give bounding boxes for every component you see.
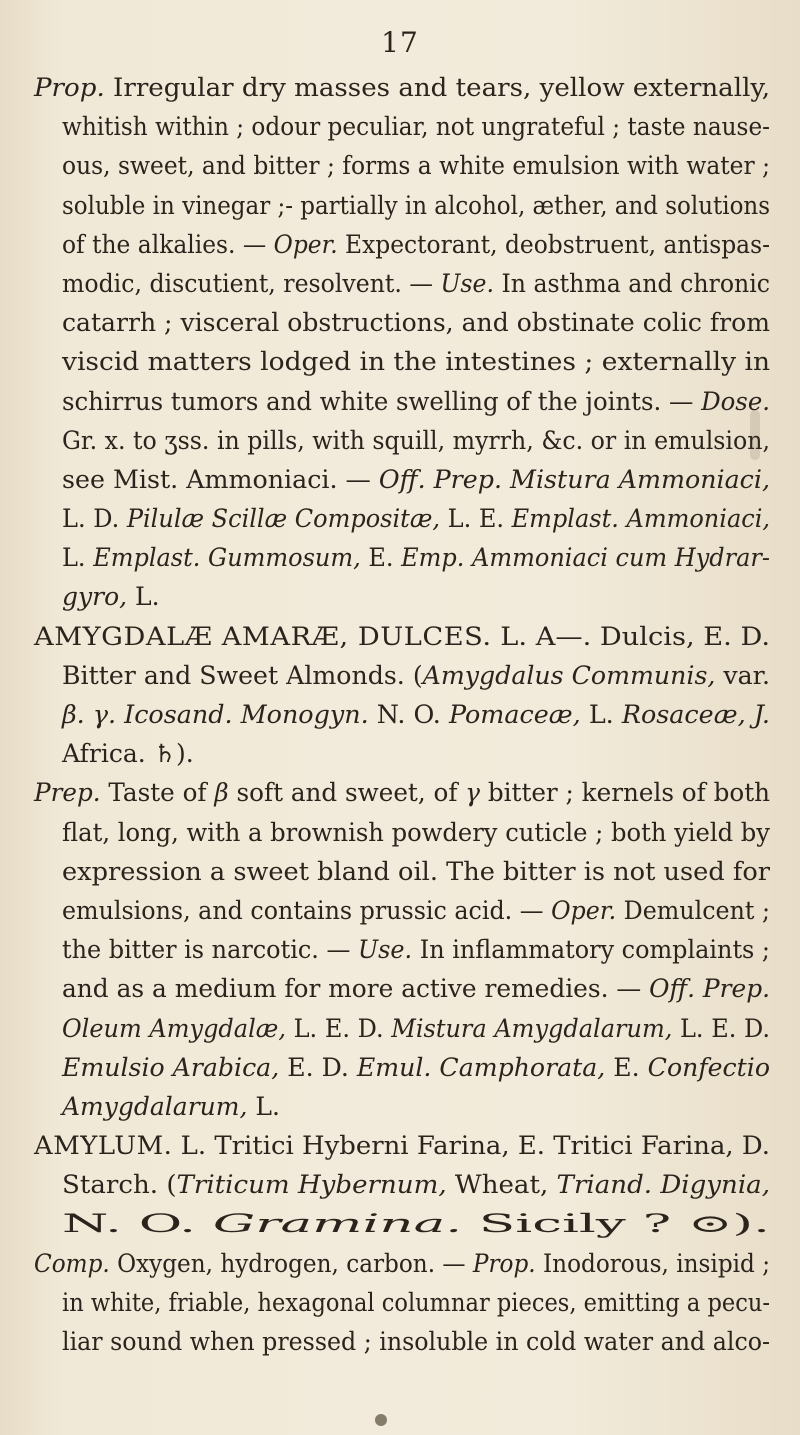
text-line: AMYLUM. L. Tritici Hyberni Farina, E. Tritici Farina, D.: [34, 1131, 770, 1161]
text-line: modic, discutient, resolvent. — Use. In asthma and chronic: [62, 268, 770, 298]
text-line: in white, friable, hexagonal columnar pieces, emitting a pecu-: [62, 1287, 770, 1317]
text-line: and as a medium for more active remedies. — Off. Prep.: [62, 974, 770, 1004]
text-line: Oleum Amygdalæ, L. E. D. Mistura Amygdalarum, L. E. D.: [62, 1013, 770, 1043]
text-line: Amygdalarum, L.: [62, 1091, 280, 1121]
text-line: AMYGDALÆ AMARÆ, DULCES. L. A—. Dulcis, E. D.: [34, 621, 770, 651]
page-stain: [750, 410, 760, 460]
text-line: see Mist. Ammoniaci. — Off. Prep. Mistura Ammoniaci,: [62, 464, 770, 494]
text-line: Africa. ♄).: [62, 739, 194, 769]
text-line: catarrh ; visceral obstructions, and obstinate colic from: [62, 308, 770, 338]
page-number: 17: [381, 26, 419, 59]
text-line: N. O. Gramina. Sicily ? ⊙).: [62, 1209, 770, 1239]
text-line: Starch. (Triticum Hybernum, Wheat, Triand. Digynia,: [62, 1170, 771, 1200]
text-line: Emulsio Arabica, E. D. Emul. Camphorata, E. Confectio: [62, 1052, 770, 1082]
text-line: ous, sweet, and bitter ; forms a white emulsion with water ;: [62, 151, 770, 181]
text-line: schirrus tumors and white swelling of the joints. — Dose.: [62, 386, 770, 416]
text-line: soluble in vinegar ;- partially in alcohol, æther, and solutions: [62, 190, 770, 220]
text-line: flat, long, with a brownish powdery cuticle ; both yield by: [62, 817, 770, 847]
text-line: viscid matters lodged in the intestines ; externally in: [62, 347, 770, 377]
text-line: L. D. Pilulæ Scillæ Compositæ, L. E. Emplast. Ammoniaci,: [62, 504, 770, 534]
text-line: emulsions, and contains prussic acid. — Oper. Demulcent ;: [62, 895, 770, 925]
text-line: liar sound when pressed ; insoluble in cold water and alco-: [62, 1327, 770, 1356]
text-line: expression a sweet bland oil. The bitter is not used for: [62, 856, 771, 886]
text-line: whitish within ; odour peculiar, not ungrateful ; taste nause-: [62, 112, 770, 142]
text-line: the bitter is narcotic. — Use. In inflammatory complaints ;: [62, 935, 770, 965]
text-line: Gr. x. to ʒss. in pills, with squill, myrrh, &c. or in emulsion,: [62, 425, 770, 455]
text-line: Bitter and Sweet Almonds. (Amygdalus Communis, var.: [62, 660, 770, 690]
text-line: L. Emplast. Gummosum, E. Emp. Ammoniaci cum Hydrar-: [62, 543, 770, 573]
text-line: β. γ. Icosand. Monogyn. N. O. Pomaceæ, L. Rosaceæ, J.: [62, 700, 770, 729]
ink-mark: [375, 1414, 387, 1426]
body-text: [0, 68, 800, 1361]
text-line: Comp. Oxygen, hydrogen, carbon. — Prop. Inodorous, insipid ;: [34, 1248, 770, 1278]
text-line: gyro, L.: [62, 582, 160, 612]
text-line: Prep. Taste of β soft and sweet, of γ bitter ; kernels of both: [34, 778, 770, 808]
text-line: of the alkalies. — Oper. Expectorant, deobstruent, antispas-: [62, 229, 770, 259]
text-line: Prop. Irregular dry masses and tears, yellow externally,: [34, 73, 771, 102]
